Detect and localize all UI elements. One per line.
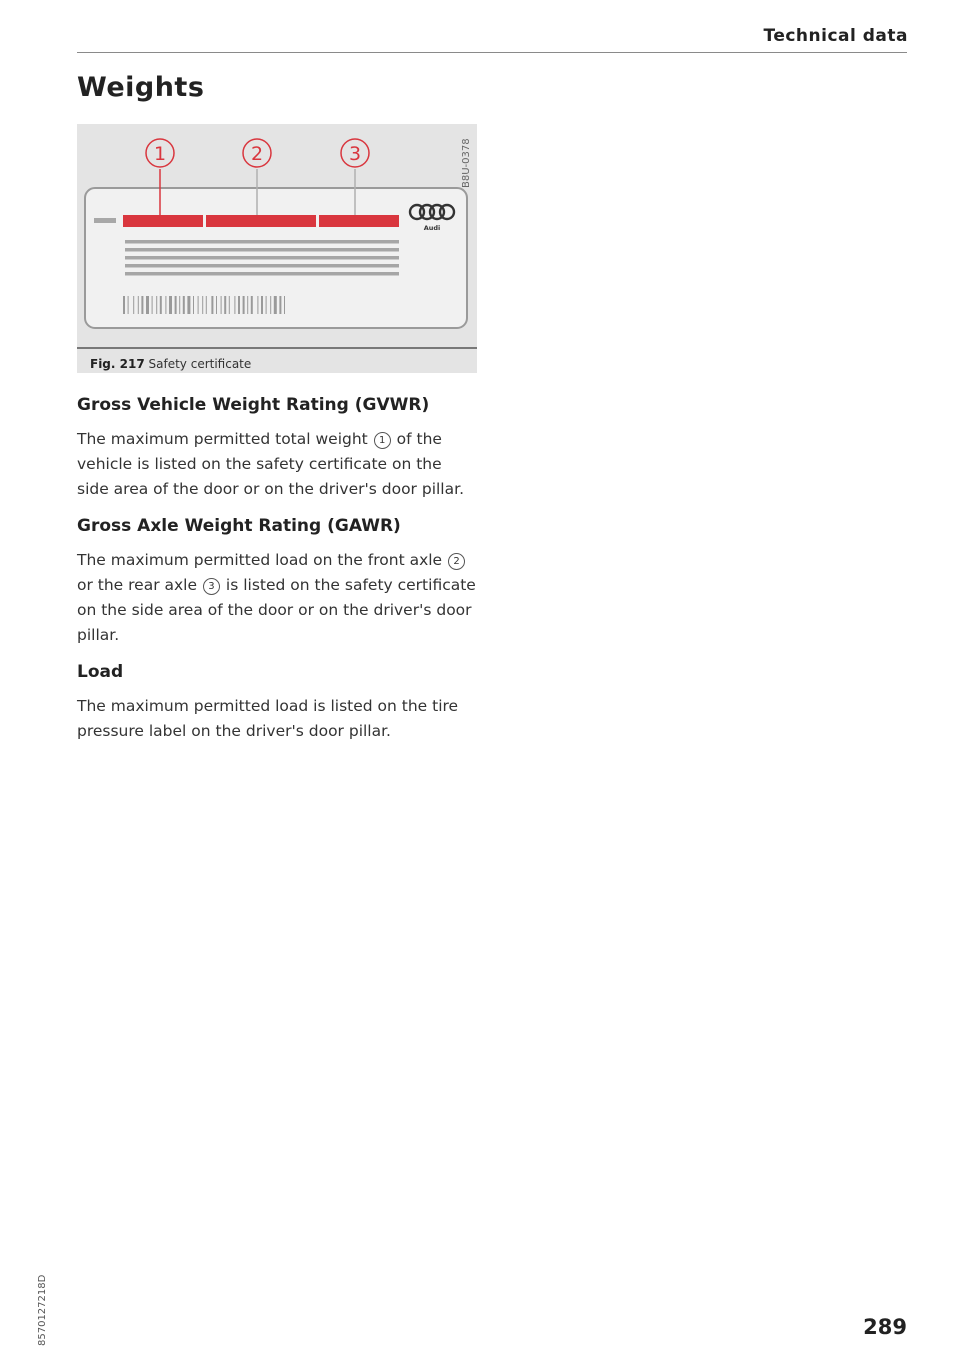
figure-caption-text: Safety certificate [148,357,252,371]
page-title: Weights [77,72,205,103]
front-axle-bar [206,215,316,227]
audi-logo-text: Audi [423,224,441,232]
callout-1-label: 1 [153,143,167,165]
figure-caption-label: Fig. 217 [90,357,145,371]
page-number: 289 [863,1315,907,1339]
gawr-heading: Gross Axle Weight Rating (GAWR) [77,516,401,536]
rear-axle-bar [319,215,399,227]
gvwr-bar [123,215,203,227]
callout-2-label: 2 [250,143,264,165]
gawr-text-1: The maximum permitted load on the front axle [77,551,443,569]
callout-3-label: 3 [348,143,362,165]
svg-text:B8U-0378: B8U-0378 [461,138,472,188]
svg-text:8570127218D: 8570127218D [37,1274,48,1346]
figure-image-code [456,134,474,189]
header-section-title: Technical data [763,26,908,46]
figure-caption [90,357,251,371]
load-paragraph: The maximum permitted load is listed on the tire pressure label on the driver's door pillar. [77,697,459,740]
gvwr-heading: Gross Vehicle Weight Rating (GVWR) [77,395,430,415]
gvwr-text-1: The maximum permitted total weight [77,430,368,448]
main-content [77,395,477,758]
callout-2-ref: 2 [448,553,465,570]
callout-3-ref: 3 [203,578,220,595]
safety-certificate-illustration [77,124,477,349]
gawr-paragraph [77,548,477,648]
document-side-code [33,1256,49,1346]
load-heading: Load [77,662,124,682]
gvwr-text-2: of the vehicle is listed on the safety certificate on the side area of the door or on the driver's door pillar. [77,430,464,498]
gawr-text-3: is listed on the safety certificate on the side area of the door or on the driver's door pillar. [77,576,476,644]
safety-certificate-figure [77,124,477,373]
callout-1-ref: 1 [374,432,391,449]
gawr-text-2: or the rear axle [77,576,198,594]
gvwr-paragraph [77,427,477,502]
header-rule [77,52,907,53]
